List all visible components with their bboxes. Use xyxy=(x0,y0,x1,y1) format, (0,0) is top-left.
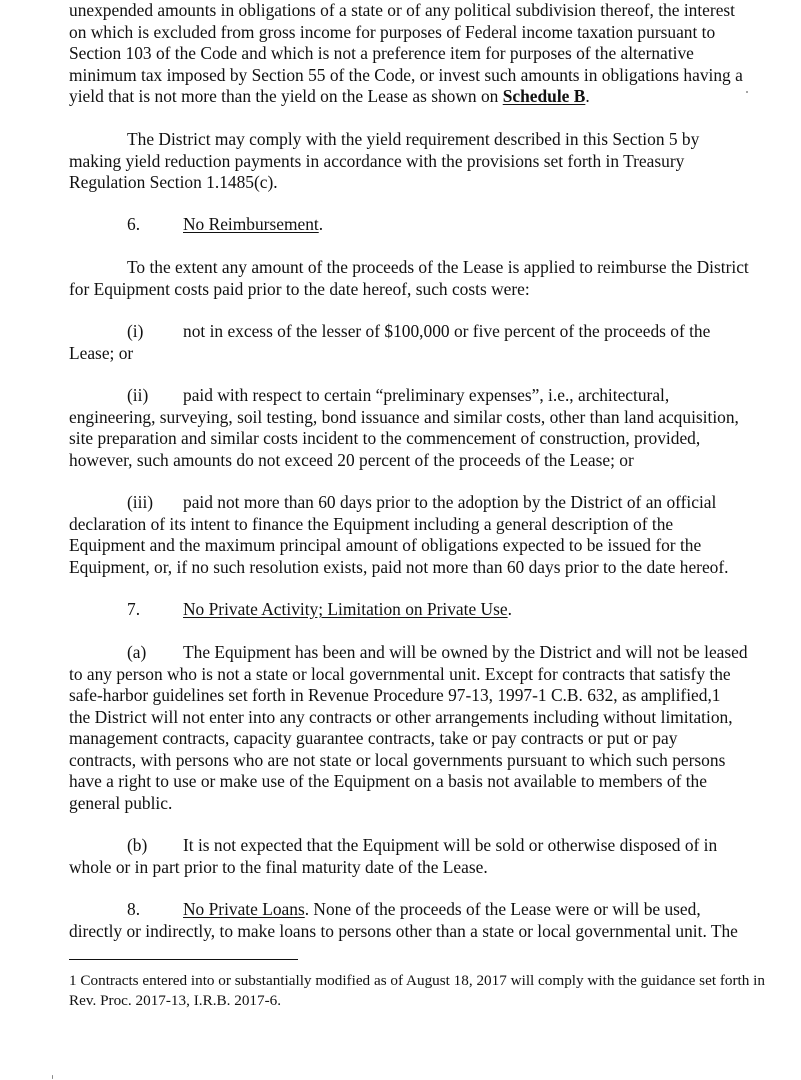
section-heading xyxy=(183,214,323,236)
text-line: directly or indirectly, to make loans to persons other than a state or local governmental unit. The xyxy=(69,920,738,941)
section-heading-text: No Reimbursement xyxy=(183,214,319,234)
section-number: 7. xyxy=(127,599,141,619)
text-line: Section 103 of the Code and which is not a preference item for purposes of the alternative xyxy=(69,43,694,63)
text-line: declaration of its intent to finance the Equipment including a general description of the xyxy=(69,513,674,534)
text-span: yield that is not more than the yield on the Lease as shown on xyxy=(69,86,503,106)
text-span: . None of the proceeds of the Lease were or will be used, xyxy=(304,899,701,919)
section-heading-text: No Private Activity; Limitation on Private Use xyxy=(183,599,508,619)
text-line xyxy=(69,86,590,108)
text-line: Equipment and the maximum principal amount of obligations expected to be issued for the xyxy=(69,535,702,555)
list-label: (a) xyxy=(127,642,147,662)
text-line: unexpended amounts in obligations of a state or of any political subdivision thereof, the interest xyxy=(69,0,736,20)
footnote-line: 1 Contracts entered into or substantially modified as of August 18, 2017 will comply with the guidance set forth in xyxy=(69,972,765,989)
text-line: general public. xyxy=(69,792,173,813)
text-line: To the extent any amount of the proceeds of the Lease is applied to reimburse the District xyxy=(127,257,749,277)
schedule-b-reference: Schedule B xyxy=(502,86,586,106)
text-line: Lease; or xyxy=(69,342,134,363)
list-label: (i) xyxy=(127,321,144,341)
text-line: paid with respect to certain “preliminary expenses”, i.e., architectural, xyxy=(183,385,670,405)
text-line: The Equipment has been and will be owned by the District and will not be leased xyxy=(183,642,748,662)
list-label: (b) xyxy=(127,835,148,855)
text-line: the District will not enter into any contracts or other arrangements including without limitation, xyxy=(69,706,733,727)
text-line: The District may comply with the yield requirement described in this Section 5 by xyxy=(127,129,700,149)
text-line: Equipment, or, if no such resolution exists, paid not more than 60 days prior to the date hereof. xyxy=(69,556,729,577)
section-heading-text: No Private Loans xyxy=(183,899,305,919)
section-heading xyxy=(183,899,701,921)
text-line: Regulation Section 1.1485(c). xyxy=(69,172,278,192)
scan-artifact xyxy=(746,91,748,93)
text-span: . xyxy=(507,599,512,619)
section-heading xyxy=(183,599,512,621)
text-line: management contracts, capacity guarantee contracts, take or pay contracts or put or pay xyxy=(69,728,678,748)
text-line: however, such amounts do not exceed 20 percent of the proceeds of the Lease; or xyxy=(69,449,634,470)
text-span: . xyxy=(318,214,324,234)
text-line: contracts, with persons who are not state or local governments pursuant to which such persons xyxy=(69,749,726,770)
section-number: 6. xyxy=(127,214,141,234)
text-line: minimum tax imposed by Section 55 of the Code, or invest such amounts in obligations having a xyxy=(69,64,743,85)
text-span: . xyxy=(585,86,590,106)
text-line: on which is excluded from gross income for purposes of Federal income taxation pursuant to xyxy=(69,21,716,42)
footnote-separator xyxy=(69,959,298,960)
text-line: site preparation and similar costs incident to the commencement of construction, provided, xyxy=(69,428,701,448)
section-number: 8. xyxy=(127,899,141,919)
text-line: engineering, surveying, soil testing, bond issuance and similar costs, other than land acquisition, xyxy=(69,406,739,427)
text-line: It is not expected that the Equipment will be sold or otherwise disposed of in xyxy=(183,835,718,855)
text-line: paid not more than 60 days prior to the adoption by the District of an official xyxy=(183,492,717,512)
list-label: (ii) xyxy=(127,385,149,405)
scan-artifact xyxy=(52,1075,53,1079)
text-line: making yield reduction payments in accordance with the provisions set forth in Treasury xyxy=(69,150,685,171)
text-line: safe-harbor guidelines set forth in Revenue Procedure 97-13, 1997-1 C.B. 632, as amplified,1 xyxy=(69,685,721,705)
list-label: (iii) xyxy=(127,492,154,512)
text-line: whole or in part prior to the final maturity date of the Lease. xyxy=(69,856,488,877)
text-line: have a right to use or make use of the Equipment on a basis not available to members of the xyxy=(69,771,707,791)
text-line: to any person who is not a state or local governmental unit. Except for contracts that satisfy the xyxy=(69,663,731,684)
text-line: for Equipment costs paid prior to the date hereof, such costs were: xyxy=(69,278,530,299)
footnote-line: Rev. Proc. 2017-13, I.R.B. 2017-6. xyxy=(69,992,282,1009)
text-line: not in excess of the lesser of $100,000 or five percent of the proceeds of the xyxy=(183,321,711,341)
